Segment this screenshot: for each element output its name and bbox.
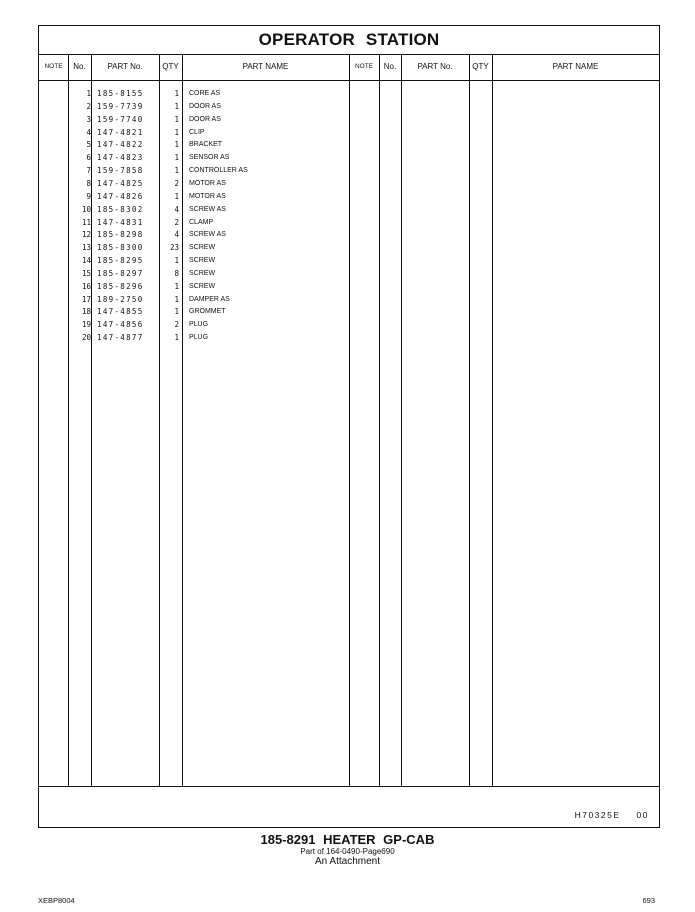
parts-sheet [38, 25, 660, 828]
quantity: 4 [174, 204, 179, 214]
part-number: 185-8295 [97, 256, 144, 266]
item-number: 11 [81, 217, 91, 227]
page-number: 693 [642, 896, 655, 905]
part-name: SCREW [189, 257, 216, 265]
quantity: 1 [174, 191, 179, 201]
part-number: 185-8300 [97, 243, 144, 253]
table-row [39, 255, 659, 268]
part-number: 185-8155 [97, 89, 144, 98]
group-type: An Attachment [314, 856, 381, 867]
table-row [39, 191, 659, 204]
part-number: 147-4826 [97, 191, 144, 201]
document-code: XEBP8004 [38, 896, 75, 905]
header-note: NOTE [44, 63, 63, 70]
quantity: 1 [174, 307, 179, 317]
quantity: 1 [174, 281, 179, 291]
part-number: 147-4877 [97, 333, 144, 343]
part-name: BRACKET [189, 141, 223, 149]
drawing-code [575, 810, 649, 820]
table-row [39, 281, 659, 294]
part-number: 189-2750 [97, 294, 144, 304]
part-name: SCREW [189, 269, 216, 277]
part-number: 159-7858 [97, 166, 144, 176]
part-name: GROMMET [189, 308, 226, 316]
item-number: 9 [86, 191, 91, 201]
header-no-2: No. [383, 62, 397, 71]
quantity: 2 [174, 320, 179, 330]
item-number: 5 [86, 140, 91, 150]
part-name: CLAMP [189, 218, 214, 226]
footer-divider [39, 786, 659, 787]
table-row [39, 332, 659, 345]
item-number: 20 [81, 333, 91, 343]
table-row [39, 101, 659, 114]
quantity: 1 [174, 294, 179, 304]
table-row [39, 152, 659, 165]
quantity: 2 [174, 217, 179, 227]
quantity: 1 [174, 166, 179, 176]
item-number: 8 [86, 178, 91, 188]
header-part-no-2: PART No. [417, 62, 453, 71]
table-row [39, 217, 659, 230]
table-row [39, 229, 659, 242]
table-row [39, 178, 659, 191]
part-number: 147-4823 [97, 153, 144, 163]
quantity: 1 [174, 256, 179, 266]
part-name: CORE AS [189, 90, 221, 97]
part-name: DAMPER AS [189, 295, 230, 303]
item-number: 3 [86, 114, 91, 124]
quantity: 2 [174, 178, 179, 188]
item-number: 16 [81, 281, 91, 291]
table-row [39, 204, 659, 217]
part-number: 185-8296 [97, 281, 144, 291]
part-name: SCREW AS [189, 231, 226, 239]
part-number: 147-4822 [97, 140, 144, 150]
quantity: 1 [174, 140, 179, 150]
item-number: 13 [81, 243, 91, 253]
part-name: DOOR AS [189, 102, 221, 110]
part-number: 147-4821 [97, 127, 144, 137]
item-number: 14 [81, 256, 91, 266]
quantity: 1 [174, 89, 179, 98]
part-number: 159-7739 [97, 101, 144, 111]
item-number: 2 [86, 101, 91, 111]
table-row [39, 127, 659, 140]
header-qty-2: QTY [472, 62, 489, 71]
item-number: 15 [81, 268, 91, 278]
part-number: 147-4856 [97, 320, 144, 330]
part-name: CLIP [189, 128, 205, 136]
table-row [39, 306, 659, 319]
part-name: CONTROLLER AS [189, 167, 248, 175]
part-number: 185-8297 [97, 268, 144, 278]
item-number: 6 [86, 153, 91, 163]
header-qty: QTY [162, 62, 179, 71]
item-number: 4 [86, 127, 91, 137]
part-number: 147-4831 [97, 217, 144, 227]
table-row [39, 242, 659, 255]
item-number: 12 [81, 230, 91, 240]
drawing-revision: 00 [636, 810, 649, 820]
quantity: 23 [169, 243, 179, 253]
item-number: 18 [81, 307, 91, 317]
table-row [39, 268, 659, 281]
drawing-number: H70325E [574, 810, 621, 820]
table-row [39, 139, 659, 152]
quantity: 1 [174, 127, 179, 137]
item-number: 10 [81, 204, 91, 214]
quantity: 1 [174, 333, 179, 343]
part-name: SCREW AS [189, 205, 226, 213]
part-number: 147-4825 [97, 178, 144, 188]
quantity: 4 [174, 230, 179, 240]
quantity: 1 [174, 153, 179, 163]
part-name: SCREW [189, 282, 216, 290]
part-name: SENSOR AS [189, 154, 230, 162]
quantity: 1 [174, 101, 179, 111]
table-row [39, 88, 659, 101]
header-part-name: PART NAME [242, 62, 289, 71]
group-reference: Part of 164-0490-Page690 [300, 847, 395, 856]
item-number: 19 [81, 320, 91, 330]
part-number: 147-4855 [97, 307, 144, 317]
part-name: MOTOR AS [189, 179, 226, 187]
part-number: 185-8298 [97, 230, 144, 240]
part-name: PLUG [189, 321, 209, 329]
part-name: PLUG [189, 334, 209, 342]
page-title: OPERATOR STATION [39, 26, 659, 55]
table-row [39, 319, 659, 332]
quantity: 1 [174, 114, 179, 124]
part-name: SCREW [189, 244, 216, 252]
item-number: 17 [81, 294, 91, 304]
part-number: 159-7740 [97, 114, 144, 124]
part-name: DOOR AS [189, 115, 221, 123]
item-number: 1 [86, 89, 91, 98]
quantity: 8 [174, 268, 179, 278]
header-part-no: PART No. [107, 62, 143, 71]
header-note-2: NOTE [354, 63, 374, 70]
header-part-name-2: PART NAME [552, 62, 599, 71]
table-row [39, 294, 659, 307]
part-number: 185-8302 [97, 204, 144, 214]
header-no: No. [73, 62, 86, 71]
group-title: 185-8291 HEATER GP-CAB [260, 832, 435, 847]
part-name: MOTOR AS [189, 192, 226, 200]
table-row [39, 114, 659, 127]
item-number: 7 [86, 166, 91, 176]
table-row [39, 165, 659, 178]
